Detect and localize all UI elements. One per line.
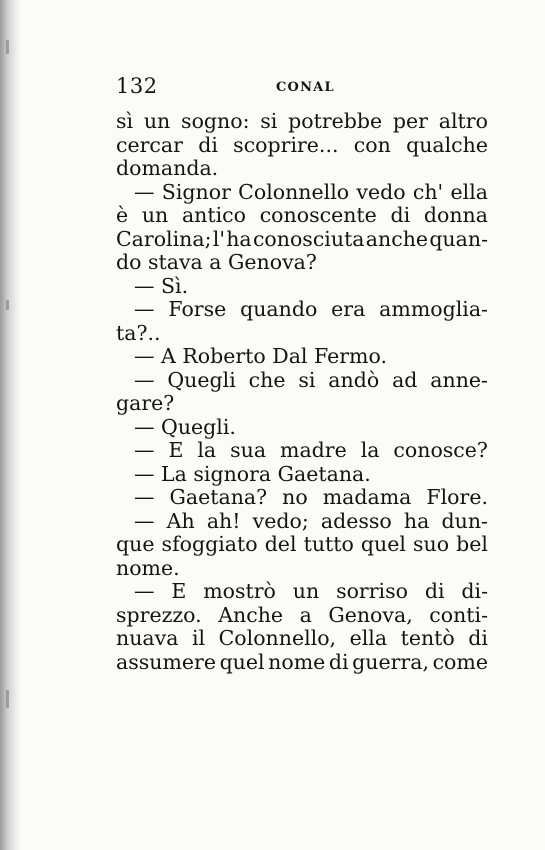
word: sprezzo. [116,602,202,627]
word: tentò [400,626,455,650]
text-line: — A Roberto Dal Fermo. [134,344,387,368]
word: ad [392,367,418,392]
word: sì [116,109,134,133]
word: quel [219,649,265,674]
word: Quegli [167,367,236,392]
text-line [116,134,488,158]
word: ella [349,626,388,650]
text-line [116,627,488,651]
word: qualche [406,132,488,157]
word: la [360,438,380,462]
word: madama [322,485,412,509]
text-line: — Sì. [134,273,189,298]
word: ammoglia- [379,297,488,321]
word: conti- [429,602,488,627]
text-line [116,228,488,252]
word: nuava [116,626,179,650]
word: di [424,579,445,603]
word: ella [450,179,488,204]
word: Flore. [426,485,488,509]
word: cercar [116,132,183,157]
word: Ah [166,508,195,533]
edge-mark [6,300,9,310]
word: nome [268,649,326,674]
edge-mark [6,690,9,708]
word: guerra, [352,649,429,674]
word: del [264,532,297,556]
word: — [134,579,155,603]
word: un [292,579,320,603]
word: dun- [441,508,488,533]
text-line: domanda. [116,156,219,180]
text-line [116,204,488,228]
word: altro [438,109,488,133]
word: conosce? [393,438,488,462]
word: Signor [161,179,231,204]
text-line [116,439,488,463]
text-line: — La signora Gaetana. [134,461,371,486]
word: potrebbe [288,109,383,133]
text-line: nome. [116,555,180,580]
word: sogno: [181,109,250,133]
word: Forse [168,297,227,321]
text-line [116,580,488,604]
text-line [116,651,488,675]
word: anche [365,226,429,251]
word: mostrò [203,579,276,603]
word: si [298,367,316,392]
word: scoprire... [233,132,339,157]
word: bel [456,532,488,556]
word: quan- [429,226,488,251]
word: di- [461,579,488,603]
word: andò [328,367,380,392]
word: no [282,485,308,509]
word: E [168,438,184,462]
page-header [116,74,486,100]
word: que [116,532,155,556]
word: — [134,297,155,321]
word: che [248,367,286,392]
word: anne- [430,367,488,392]
word: come [432,649,488,674]
word: tutto [303,532,354,556]
page-number: 132 [116,74,158,98]
word: Anche [218,602,284,627]
word: ch' [412,179,444,204]
binding-shadow [0,0,22,850]
word: si [260,109,278,133]
text-line [116,510,488,534]
word: ha [226,226,252,251]
text-line [116,110,488,134]
word: con [353,132,391,157]
word: è [116,203,129,227]
text-line [116,181,488,205]
word: — [134,367,155,392]
word: assumere [116,649,216,674]
word: suo [413,532,450,556]
word: sfoggiato [161,532,258,556]
word: ha [403,508,430,533]
word: il [191,626,206,650]
word: — [134,179,155,204]
word: sua [230,438,267,462]
word: di [390,203,411,227]
word: Carolina; [116,226,212,251]
word: Gaetana? [169,485,268,509]
text-line: do stava a Genova? [116,250,317,274]
word: quando [240,297,318,321]
word: un [143,109,171,133]
word: conoscente [259,203,377,227]
text-line [116,486,488,510]
text-line: ta?.. [116,320,161,345]
word: l' [212,226,225,251]
running-title: CONAL [276,80,335,95]
body-text [116,110,488,674]
word: un [141,203,169,227]
edge-mark [6,40,9,54]
word: — [134,508,155,533]
word: sorriso [336,579,408,603]
word: adesso [320,508,392,533]
word: antico [181,203,246,227]
text-line: gare? [116,391,175,415]
text-line: — Quegli. [134,414,236,439]
word: — [134,438,155,462]
word: — [134,485,155,509]
word: quel [360,532,406,556]
word: Genova, [328,602,413,627]
word: per [392,109,428,133]
word: a [299,602,312,627]
text-line [116,298,488,322]
word: madre [280,438,347,462]
word: Colonnello, [218,626,337,650]
word: conosciuta [252,226,365,251]
word: Colonnello [238,179,350,204]
word: vedo; [252,508,309,533]
word: di [198,132,218,157]
word: vedo [356,179,406,204]
word: di [468,626,488,650]
word: E [171,579,187,603]
word: era [331,297,366,321]
text-line [116,369,488,393]
text-line [116,604,488,628]
word: donna [423,203,488,227]
word: di [328,649,349,674]
text-line [116,533,488,557]
word: ah! [206,508,241,533]
word: la [197,438,217,462]
